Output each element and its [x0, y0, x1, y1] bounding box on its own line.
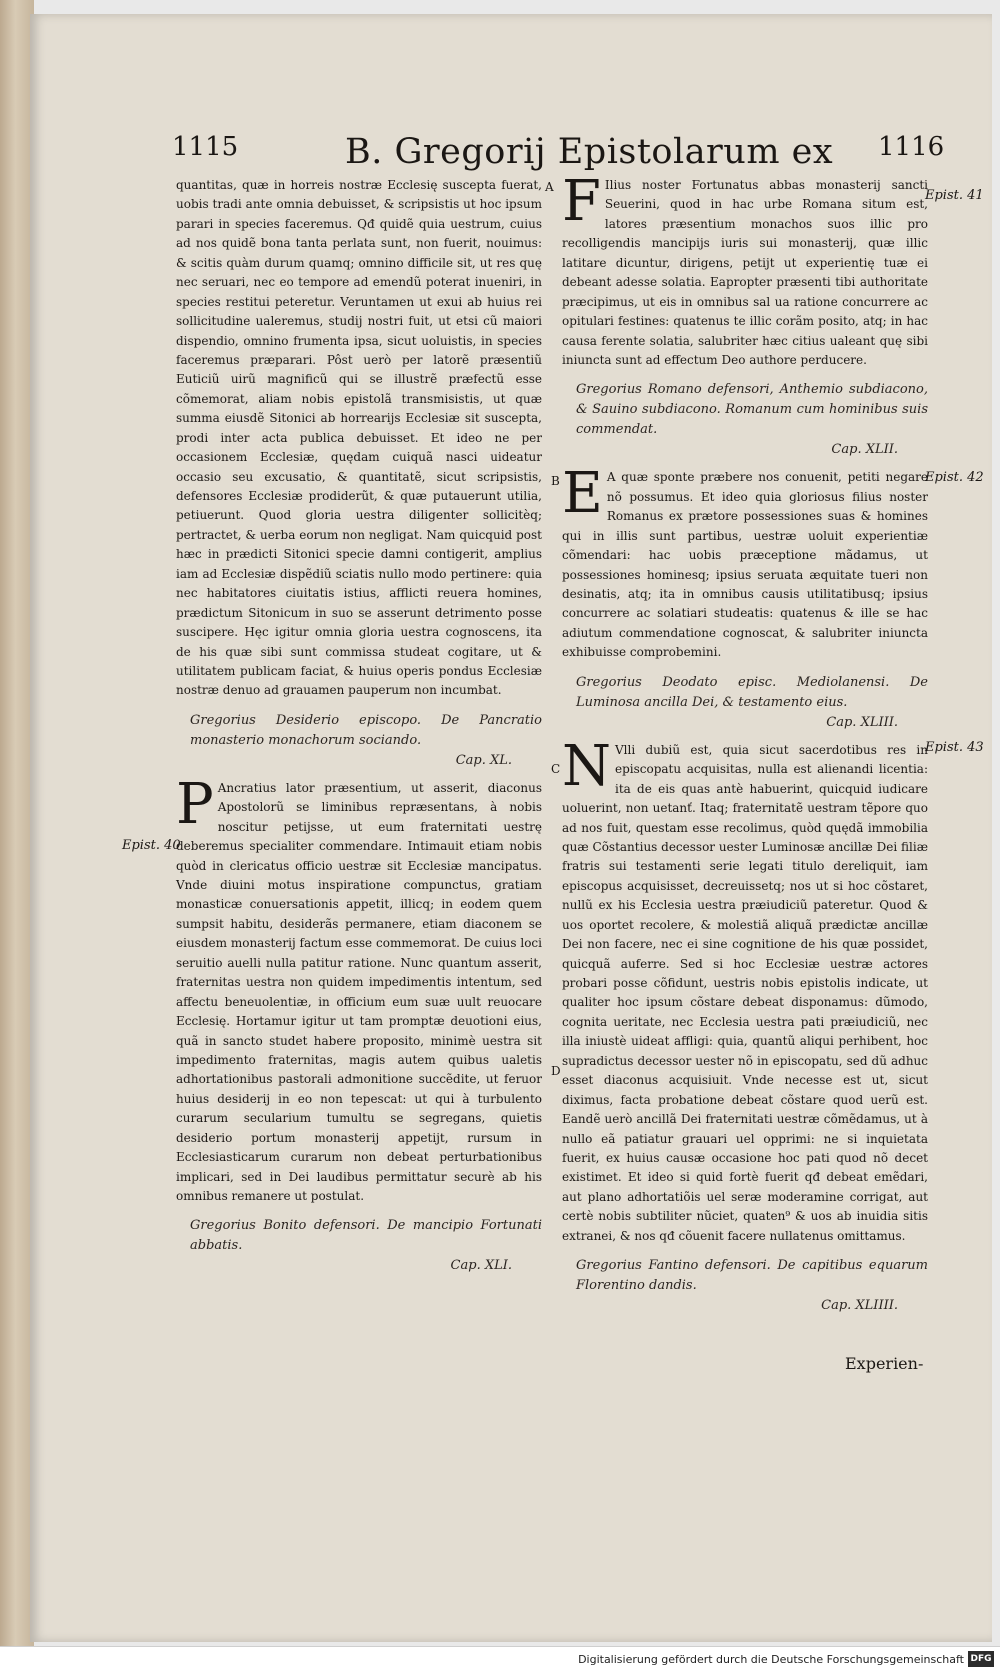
heading-43-chapter: Cap. XLIII. — [826, 714, 898, 730]
running-title: B. Gregorij Epistolarum ex — [345, 132, 834, 172]
margin-letter-b: B — [551, 474, 560, 488]
heading-cap-41 — [190, 1216, 542, 1276]
heading-cap-42 — [576, 380, 928, 460]
heading-43-subject: De Luminosa ancilla Dei, & testamento eius. — [576, 674, 928, 710]
digitization-footer — [0, 1646, 1000, 1673]
margin-letter-a: A — [545, 180, 554, 194]
letter-43-body — [562, 733, 928, 1246]
heading-41-chapter: Cap. XLI. — [450, 1258, 512, 1274]
right-column — [562, 169, 929, 1324]
heading-44-addressee: Gregorius Fantino defensori. — [576, 1258, 771, 1274]
heading-44-subject: De capitibus equarum Florentino dandis. — [576, 1258, 928, 1294]
heading-42-addressee: Gregorius Romano defensori, Anthemio subdiacono, & Sauino subdiacono. — [576, 382, 928, 418]
dropcap-n: N — [562, 733, 611, 799]
dfg-logo: DFG — [968, 1651, 994, 1667]
epist-42-marker: Epist. 42 — [925, 470, 984, 485]
heading-44-chapter: Cap. XLIIII. — [821, 1298, 898, 1314]
margin-letter-d: D — [551, 1064, 561, 1078]
page-number-left: 1115 — [172, 132, 239, 162]
epist-43-marker: Epist. 43 — [925, 740, 984, 755]
letter-43-text: Vlli dubiũ est, quia sicut sacerdotibus res in episcopatu acquisitas, nulla est alienandi licentia: ita de eis quas antè habuerint, quicquid iudicare uoluerint, non uetanť. Itaq; fraternitatẽ uestram tẽpore quo ad nos fuit, questam esse recolimus, quòd quędã immobilia quæ Cõstantius decessor uester Luminosæ ancillæ Dei filiæ fratris sui testamenti serie legati titulo dereliquit, iam episcopus acquisisset, decreuissetq; nos ut si hoc cõstaret, nullũ ex his Ecclesia uestra præiudiciũ pateretur. Quod & uos oportet recolere, & molestiã aliquã prædictæ ancillæ Dei non facere, nec ei sine cognitione de his quæ possidet, quicquã auferre. Sed si hoc Ecclesiæ uestræ actores probari posse cõfidunt, uestris nobis epistolis indicate, ut qualiter hoc ipsum cõstare debeat disponamus: dũmodo, cognita ueritate, nec Ecclesia uestra pati præiudiciũ, nec illa iniustè uideat affligi: quia, quantũ aliqui perhibent, hoc supradictus decessor uester nõ in episcopatu, sed dũ adhuc esset diaconus acquisiuit. Vnde necesse est ut, sicut diximus, facta probatione debeat cõstare quod uerũ est. Eandẽ uerò ancillã Dei fraternitati uestræ cõmẽdamus, ut à nullo eã patiatur grauari uel opprimi: ne si inquietata fuerit, ex huius causæ occasione hoc pati quod nõ decet existimet. Et ideo si quid fortè fuerit qđ debeat emẽdari, aut plano adhortatiõis uel seræ moderamine corrigat, aut certè nobis subtiliter nũciet, quaten⁹ & uos ab inuidia sitis extranei, & nos qđ cõuenit facere nullatenus omittamus. — [562, 742, 928, 1243]
heading-40-chapter: Cap. XL. — [455, 752, 512, 768]
letter-41-text: Ilius noster Fortunatus abbas monasterij sancti Seuerini, quod in hac urbe Romana situm est, latores præsentium monachos suos illic pro recolligendis mancipijs iuris sui monasterij, quæ illic latitare dicuntur, dirigens, petijt ut experientię tuæ ei debeant adesse solatia. Eapropter præsenti tibi authoritate præcipimus, ut eis in omnibus sal ua ratione concurrere ac opitulari festines: quatenus te illic corãm posito, atq; in hac causa ferente solatia, salubriter hæc citius ualeant quę sibi iniuncta sunt ad effectum Deo authore perducere. — [562, 178, 928, 367]
page-number-right: 1116 — [878, 132, 945, 162]
epist-41-marker: Epist. 41 — [925, 188, 984, 203]
letter-40-text: Ancratius lator præsentium, ut asserit, diaconus Apostolorũ se liminibus repræsentans, à nobis noscitur petijsse, ut eum fraternitati uestrę deberemus specialiter commendare. Intimauit etiam nobis quòd in clericatus officio uestræ sit Ecclesiæ mancipatus. Vnde diuini motus inspiratione compunctus, gratiam monasticæ conuersationis appetit, illicq; in eodem quem sumpsit habitu, desiderãs permanere, etiam diaconem se eiusdem monasterij factum esse commemorat. De cuius loci seruitio auelli nulla patitur ratione. Nunc quantum asserit, fraternitas uestra non quidem impedimentis intentum, sed affectu beneuolentiæ, in officium eum suæ uult reuocare Ecclesię. Hortamur igitur ut tam promptæ deuotioni eius, quã in sancto studet habere proposito, minimè uestra sit impedimento fraternitas, magis autem quibus ualetis adhortationibus pastorali admonitione succẽdite, ut feruor huius desiderij in eo non tepescat: ut qui à turbulento curarum secularium tumultu se segregans, quietis desiderio portum monasterij appetijt, rursum in Ecclesiasticarum curarum non debeat perturbationibus implicari, sed in Dei laudibus permittatur securè ab his omnibus remanere ut postulat. — [176, 780, 542, 1203]
heading-41-subject: De mancipio Fortunati abbatis. — [190, 1218, 542, 1254]
letter-42-body — [562, 461, 928, 662]
book-page-edges — [0, 0, 34, 1650]
footer-credit: Digitalisierung gefördert durch die Deutsche Forschungsgemeinschaft — [578, 1653, 964, 1666]
heading-cap-43 — [576, 673, 928, 733]
margin-letter-c: C — [551, 762, 561, 776]
letter-40-body — [176, 771, 542, 1207]
dropcap-e: E — [562, 461, 603, 527]
heading-41-addressee: Gregorius Bonito defensori. — [190, 1218, 380, 1234]
heading-43-addressee: Gregorius Deodato episc. Mediolanensi. — [576, 674, 890, 690]
catchword: Experien- — [845, 1354, 924, 1373]
left-column — [176, 176, 542, 1284]
letter-42-text: A quæ sponte præbere nos conuenit, petiti negare nõ possumus. Et ideo quia gloriosus filius noster Romanus ex prætore possessiones suas & homines qui in illis sunt partibus, uestræ uoluit experientiæ cõmendari: hac uobis præceptione mãdamus, ut possessiones hominesq; ipsius seruata æquitate tueri non desinatis, atq; ita in omnibus causis utilitatibusq; ipsius concurrere ac solatiari studeatis: quatenus & ille se hac adiutum commendatione cognoscat, & salubriter iniuncta exhibuisse comprobemini. — [562, 470, 928, 660]
heading-40-addressee: Gregorius Desiderio episcopo. — [190, 712, 422, 728]
heading-42-subject: Romanum cum hominibus suis commendat. — [576, 402, 929, 438]
epist-40-marker: Epist. 40 — [122, 838, 181, 853]
heading-cap-40 — [190, 711, 542, 771]
dropcap-p: P — [176, 771, 214, 837]
letter-39-continuation: quantitas, quæ in horreis nostræ Ecclesię suscepta fuerat, uobis tradi ante omnia debuisset, & scripsistis ut hoc ipsum parari in species faceremus. Qđ quidẽ quia uestrum, cuius ad nos quidẽ bona tanta perlata sunt, non fuerit, nouimus: & scitis quàm durum quamq; omnino difficile sit, ut res quę nec seruari, nec eo tempore ad emendũ poterat inueniri, in species restitui peteretur. Veruntamen ut exui ab huius rei sollicitudine ualeremus, studij nostri fuit, ut etsi cũ maiori dispendio, omnino frumenta ipsa, sicut uoluistis, in species faceremus præparari. Pôst uerò per latorẽ præsentiũ Euticiũ uirũ magnificũ qui se illustrẽ præfectũ esse cõmemorat, aliam nobis epistolã transmisistis, ut quæ summa eiusdẽ Sitonici ab horrearijs Ecclesiæ sit suscepta, prodi inter acta publica debuisset. Et ideo ne per occasionem Ecclesiæ, quędam cuiquã nasci uideatur occasio seu excusatio, & quantitatẽ, sicut scripsistis, defensores Ecclesiæ prodiderũt, & quæ putauerunt utilia, petiuerunt. Quod gloria uestra diligenter sollicitèq; pertractet, & uerba eorum non negligat. Nam quicquid post hæc in prædicti Sitonici specie damni contigerit, amplius iam ad Ecclesiæ dispẽdiũ sciatis nullo modo pertinere: quia nec habitatores ciuitatis istius, afflicti reuera homines, prædictum Sitonicum in suo se asserunt detrimento posse suscipere. Hęc igitur omnia gloria uestra cognoscens, ita de his quæ sibi sunt commissa studeat cogitare, ut & utilitatem publicam faciat, & huius operis pondus Ecclesiæ nostræ denuo ad grauamen pauperum non incumbat. — [176, 178, 542, 698]
dropcap-f: F — [562, 169, 601, 234]
heading-40-subject: De Pancratio monasterio monachorum sociando. — [190, 712, 542, 748]
heading-cap-44 — [576, 1256, 928, 1316]
heading-42-chapter: Cap. XLII. — [831, 442, 898, 458]
letter-41-body — [562, 169, 928, 370]
